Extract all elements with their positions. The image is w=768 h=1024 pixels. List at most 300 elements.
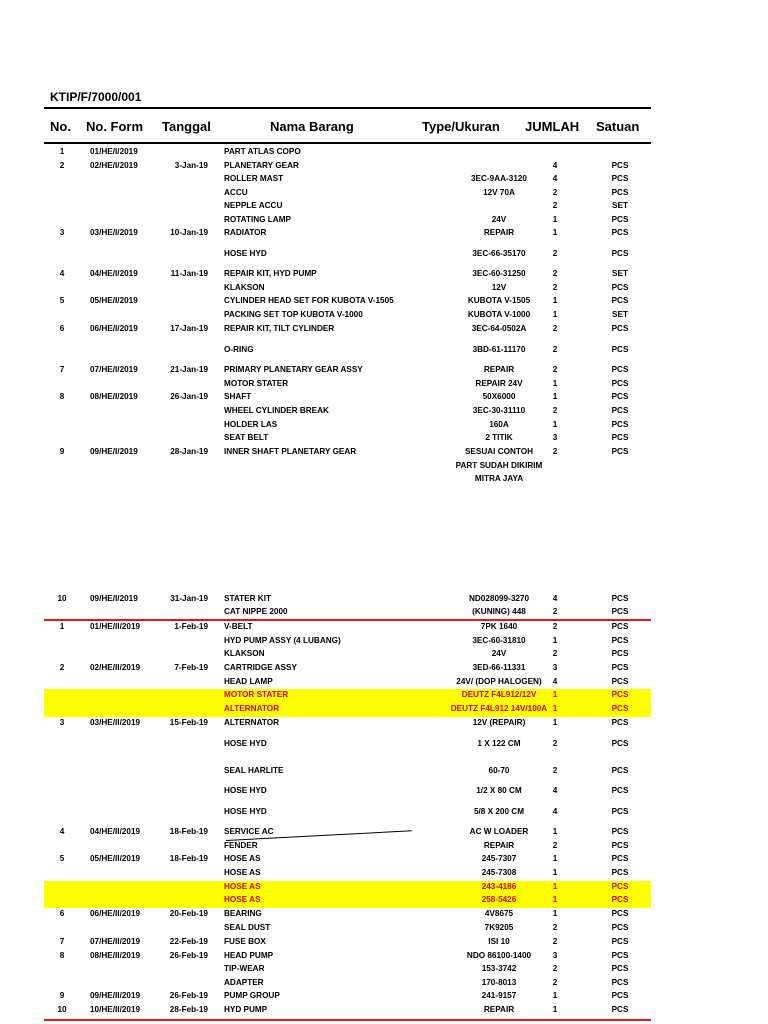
cell-unit: PCS xyxy=(611,447,629,456)
cell-type: 1 X 122 CM xyxy=(477,739,521,748)
cell-name: STATER KIT xyxy=(224,594,271,603)
cell-qty: 1 xyxy=(552,214,558,224)
cell-name: HOSE AS xyxy=(224,895,261,904)
cell-no: 6 xyxy=(59,909,65,918)
header-unit: Satuan xyxy=(596,119,640,134)
cell-qty: 2 xyxy=(552,269,558,278)
month-divider-jan-feb xyxy=(44,619,651,621)
table-row xyxy=(44,806,651,820)
cell-name: SEAT BELT xyxy=(224,433,269,442)
cell-name: HOLDER LAS xyxy=(224,420,278,429)
cell-name: ROLLER MAST xyxy=(224,174,284,183)
cell-unit: PCS xyxy=(611,841,629,850)
cell-no: 1 xyxy=(59,147,65,156)
cell-qty: 1 xyxy=(552,310,558,319)
cell-unit: PCS xyxy=(611,214,629,224)
cell-date: 21-Jan-19 xyxy=(170,365,208,374)
cell-name: MOTOR STATER xyxy=(224,690,289,699)
cell-name: HOSE AS xyxy=(224,882,261,891)
cell-name: PLANETARY GEAR xyxy=(224,160,299,170)
cell-date: 7-Feb-19 xyxy=(174,663,208,672)
cell-type: 245-7307 xyxy=(481,854,517,863)
cell-no: 3 xyxy=(59,718,65,727)
cell-form: 02/HE/I/2019 xyxy=(90,160,138,170)
cell-qty: 2 xyxy=(552,937,558,946)
document-code: KTIP/F/7000/001 xyxy=(50,90,142,104)
cell-name: V-BELT xyxy=(224,622,253,631)
table-row xyxy=(44,593,651,607)
cell-unit: PCS xyxy=(611,991,629,1000)
cell-date: 1-Feb-19 xyxy=(174,622,208,631)
cell-name: FUSE BOX xyxy=(224,937,266,946)
cell-date: 28-Jan-19 xyxy=(170,447,208,456)
cell-type: 241-9157 xyxy=(481,991,517,1000)
cell-form: 05/HE/I/2019 xyxy=(90,296,138,305)
table-row xyxy=(44,364,651,378)
cell-type: DEUTZ F4L912/12V xyxy=(461,690,537,699)
table-row xyxy=(44,419,651,433)
cell-name: CARTRIDGE ASSY xyxy=(224,663,297,672)
cell-name: HOSE AS xyxy=(224,868,261,877)
cell-qty: 2 xyxy=(552,406,558,415)
cell-no: 8 xyxy=(59,392,65,401)
cell-qty: 2 xyxy=(552,766,558,775)
cell-date: 22-Feb-19 xyxy=(169,937,208,946)
cell-no: 9 xyxy=(59,991,65,1000)
cell-form: 04/HE/I/2019 xyxy=(90,269,138,278)
cell-unit: PCS xyxy=(611,228,629,237)
cell-unit: PCS xyxy=(611,649,629,658)
cell-unit: PCS xyxy=(611,1005,629,1014)
cell-form: 09/HE/I/2019 xyxy=(90,594,138,603)
cell-no: 7 xyxy=(59,937,65,946)
table-row xyxy=(44,460,651,474)
cell-type: 3EC-9AA-3120 xyxy=(471,174,527,183)
cell-qty: 1 xyxy=(552,895,558,904)
cell-unit: PCS xyxy=(611,704,629,713)
table-row xyxy=(44,765,651,779)
cell-type: 5/8 X 200 CM xyxy=(473,807,525,816)
cell-qty: 4 xyxy=(552,160,558,170)
cell-no: 10 xyxy=(57,1005,67,1014)
table-row xyxy=(44,936,651,950)
cell-no: 3 xyxy=(59,228,65,237)
cell-date: 31-Jan-19 xyxy=(170,594,208,603)
cell-name: NEPPLE ACCU xyxy=(224,201,283,210)
cell-qty: 2 xyxy=(552,841,558,850)
table-row xyxy=(44,446,651,460)
cell-form: 09/HE/I/2019 xyxy=(90,447,138,456)
cell-type: (KUNING) 448 xyxy=(472,607,526,616)
cell-qty: 2 xyxy=(552,923,558,932)
table-row xyxy=(44,1004,651,1018)
table-row xyxy=(44,606,651,620)
cell-name: SEAL HARLITE xyxy=(224,766,284,775)
cell-form: 10/HE/II/2019 xyxy=(90,1005,141,1014)
table-row xyxy=(44,473,651,487)
cell-name: KLAKSON xyxy=(224,283,265,292)
cell-qty: 1 xyxy=(552,420,558,429)
cell-name: HOSE AS xyxy=(224,854,261,863)
cell-qty: 4 xyxy=(552,786,558,795)
cell-unit: PCS xyxy=(611,636,629,645)
cell-type: 24V xyxy=(491,214,507,224)
cell-name: BEARING xyxy=(224,909,262,918)
cell-form: 06/HE/I/2019 xyxy=(90,324,138,333)
cell-unit: PCS xyxy=(611,379,629,388)
cell-type: KUBOTA V-1505 xyxy=(467,296,531,305)
cell-type: REPAIR 24V xyxy=(475,379,523,388)
cell-date: 10-Jan-19 xyxy=(170,228,208,237)
table-row-highlighted xyxy=(44,881,651,895)
cell-form: 09/HE/II/2019 xyxy=(90,991,141,1000)
cell-date: 11-Jan-19 xyxy=(170,269,208,278)
table-row xyxy=(44,908,651,922)
cell-type: 3EC-66-35170 xyxy=(472,249,526,258)
table-row xyxy=(44,160,651,174)
cell-type: 1/2 X 80 CM xyxy=(476,786,522,795)
cell-unit: PCS xyxy=(611,607,629,616)
cell-unit: PCS xyxy=(611,868,629,877)
cell-name: HOSE HYD xyxy=(224,249,267,258)
cell-date: 18-Feb-19 xyxy=(169,854,208,863)
table-row xyxy=(44,738,651,752)
cell-date: 26-Feb-19 xyxy=(169,951,208,960)
cell-name: PART ATLAS COPO xyxy=(224,147,301,156)
table-row xyxy=(44,344,651,358)
cell-qty: 1 xyxy=(552,827,558,836)
cell-qty: 1 xyxy=(552,379,558,388)
cell-type: 3EC-30-31110 xyxy=(472,406,526,415)
cell-qty: 1 xyxy=(552,1005,558,1014)
cell-name: ALTERNATOR xyxy=(224,704,280,713)
table-row-highlighted xyxy=(44,703,651,717)
table-row xyxy=(44,214,651,228)
cell-qty: 1 xyxy=(552,909,558,918)
cell-name: HEAD PUMP xyxy=(224,951,274,960)
table-row xyxy=(44,922,651,936)
cell-qty: 2 xyxy=(552,622,558,631)
header-type: Type/Ukuran xyxy=(422,119,500,134)
cell-name: SEAL DUST xyxy=(224,923,271,932)
cell-name: FENDER xyxy=(224,841,258,850)
cell-name: ALTERNATOR xyxy=(224,718,280,727)
cell-form: 07/HE/II/2019 xyxy=(90,937,141,946)
cell-form: 01/HE/I/2019 xyxy=(90,147,138,156)
cell-name: HYD PUMP ASSY (4 LUBANG) xyxy=(224,636,341,645)
cell-qty: 1 xyxy=(552,854,558,863)
table-row-highlighted xyxy=(44,689,651,703)
cell-name: ROTATING LAMP xyxy=(224,214,292,224)
table-row xyxy=(44,378,651,392)
cell-date: 18-Feb-19 xyxy=(169,827,208,836)
cell-no: 5 xyxy=(59,854,65,863)
table-row xyxy=(44,391,651,405)
cell-type: 4V8675 xyxy=(484,909,514,918)
cell-unit: PCS xyxy=(611,283,629,292)
cell-name: HEAD LAMP xyxy=(224,677,273,686)
table-row xyxy=(44,648,651,662)
cell-type: 7K9205 xyxy=(484,923,514,932)
cell-qty: 4 xyxy=(552,677,558,686)
cell-name: SERVICE AC xyxy=(224,827,274,836)
cell-no: 4 xyxy=(59,269,65,278)
cell-name: ADAPTER xyxy=(224,978,264,987)
cell-no: 9 xyxy=(59,447,65,456)
cell-qty: 2 xyxy=(552,249,558,258)
table-row xyxy=(44,309,651,323)
cell-type: 170-8013 xyxy=(481,978,517,987)
cell-qty: 2 xyxy=(552,345,558,354)
cell-name: WHEEL CYLINDER BREAK xyxy=(224,406,329,415)
table-row xyxy=(44,282,651,296)
cell-name: HOSE HYD xyxy=(224,739,267,748)
table-row xyxy=(44,187,651,201)
header-form: No. Form xyxy=(86,119,144,134)
header-name: Nama Barang xyxy=(270,119,354,134)
cell-unit: PCS xyxy=(611,663,629,672)
cell-qty: 1 xyxy=(552,868,558,877)
cell-name: HOSE HYD xyxy=(224,807,267,816)
cell-form: 06/HE/II/2019 xyxy=(90,909,141,918)
cell-name: PUMP GROUP xyxy=(224,991,280,1000)
cell-date: 26-Jan-19 xyxy=(170,392,208,401)
table-row xyxy=(44,173,651,187)
cell-qty: 1 xyxy=(552,882,558,891)
cell-name: HYD PUMP xyxy=(224,1005,268,1014)
table-row xyxy=(44,950,651,964)
cell-type: 12V xyxy=(491,283,507,292)
cell-form: 07/HE/I/2019 xyxy=(90,365,138,374)
month-divider-feb-mar xyxy=(44,1019,651,1021)
cell-name: KLAKSON xyxy=(224,649,265,658)
table-row xyxy=(44,717,651,731)
cell-qty: 3 xyxy=(552,433,558,442)
table-row xyxy=(44,662,651,676)
cell-qty: 2 xyxy=(552,365,558,374)
cell-no: 4 xyxy=(59,827,65,836)
cell-form: 01/HE/II/2019 xyxy=(90,622,141,631)
cell-qty: 1 xyxy=(552,636,558,645)
table-row xyxy=(44,621,651,635)
cell-type: REPAIR xyxy=(483,365,515,374)
table-row xyxy=(44,990,651,1004)
cell-unit: PCS xyxy=(611,345,629,354)
cell-qty: 2 xyxy=(552,283,558,292)
table-row xyxy=(44,432,651,446)
cell-unit: PCS xyxy=(611,786,629,795)
cell-no: 8 xyxy=(59,951,65,960)
table-row xyxy=(44,248,651,262)
table-row xyxy=(44,785,651,799)
table-row xyxy=(44,635,651,649)
cell-name: HOSE HYD xyxy=(224,786,267,795)
cell-type: AC W LOADER xyxy=(469,827,529,836)
table-row xyxy=(44,146,651,160)
cell-name: REPAIR KIT, TILT CYLINDER xyxy=(224,324,335,333)
cell-type: 2 TITIK xyxy=(485,433,513,442)
cell-unit: PCS xyxy=(611,882,629,891)
table-row xyxy=(44,295,651,309)
cell-qty: 1 xyxy=(552,991,558,1000)
cell-type: 3EC-60-31810 xyxy=(472,636,526,645)
cell-name: PRIMARY PLANETARY GEAR ASSY xyxy=(224,365,363,374)
cell-type: ISI 10 xyxy=(488,937,510,946)
table-row xyxy=(44,853,651,867)
header-date: Tanggal xyxy=(162,119,211,134)
cell-type: 3EC-60-31250 xyxy=(472,269,526,278)
cell-type: 3EC-64-0502A xyxy=(471,324,527,333)
cell-type: 7PK 1640 xyxy=(480,622,518,631)
cell-form: 05/HE/II/2019 xyxy=(90,854,141,863)
cell-type: 24V/ (DOP HALOGEN) xyxy=(456,677,542,686)
cell-qty: 2 xyxy=(552,649,558,658)
cell-type: KUBOTA V-1000 xyxy=(467,310,531,319)
cell-qty: 1 xyxy=(552,704,558,713)
cell-unit: PCS xyxy=(611,718,629,727)
cell-type: 60-70 xyxy=(488,766,510,775)
table-row xyxy=(44,963,651,977)
cell-type: 245-7308 xyxy=(481,868,517,877)
cell-no: 1 xyxy=(59,622,65,631)
cell-date: 15-Feb-19 xyxy=(169,718,208,727)
cell-no: 6 xyxy=(59,324,65,333)
cell-type: 3ED-66-11331 xyxy=(472,663,526,672)
cell-unit: PCS xyxy=(611,406,629,415)
cell-form: 02/HE/II/2019 xyxy=(90,663,141,672)
cell-type: 160A xyxy=(489,420,509,429)
table-row xyxy=(44,323,651,337)
cell-unit: PCS xyxy=(611,827,629,836)
cell-unit: PCS xyxy=(611,160,629,170)
cell-type: MITRA JAYA xyxy=(474,474,524,483)
cell-date: 17-Jan-19 xyxy=(170,324,208,333)
cell-no: 5 xyxy=(59,296,65,305)
cell-qty: 2 xyxy=(552,187,558,197)
cell-qty: 2 xyxy=(552,447,558,456)
table-row xyxy=(44,867,651,881)
cell-type: REPAIR xyxy=(483,841,515,850)
cell-type: REPAIR xyxy=(483,228,515,237)
cell-qty: 2 xyxy=(552,739,558,748)
cell-qty: 2 xyxy=(552,607,558,616)
cell-qty: 2 xyxy=(552,964,558,973)
cell-qty: 4 xyxy=(552,174,558,183)
cell-unit: PCS xyxy=(611,296,629,305)
cell-unit: PCS xyxy=(611,766,629,775)
cell-form: 03/HE/I/2019 xyxy=(90,228,138,237)
cell-unit: PCS xyxy=(611,420,629,429)
cell-qty: 2 xyxy=(552,978,558,987)
cell-type: SESUAI CONTOH xyxy=(464,447,534,456)
cell-no: 2 xyxy=(59,160,65,170)
cell-qty: 4 xyxy=(552,594,558,603)
cell-date: 28-Feb-19 xyxy=(169,1005,208,1014)
cell-no: 2 xyxy=(59,663,65,672)
cell-unit: PCS xyxy=(611,937,629,946)
cell-unit: PCS xyxy=(611,187,629,197)
cell-no: 7 xyxy=(59,365,65,374)
cell-type: 24V xyxy=(491,649,507,658)
cell-name: INNER SHAFT PLANETARY GEAR xyxy=(224,447,357,456)
cell-unit: PCS xyxy=(611,895,629,904)
table-row xyxy=(44,977,651,991)
cell-name: TIP-WEAR xyxy=(224,964,265,973)
cell-name: MOTOR STATER xyxy=(224,379,289,388)
cell-type: 12V 70A xyxy=(483,187,515,197)
cell-unit: PCS xyxy=(611,964,629,973)
cell-unit: PCS xyxy=(611,392,629,401)
cell-qty: 2 xyxy=(552,201,558,210)
cell-date: 3-Jan-19 xyxy=(174,160,208,170)
cell-unit: PCS xyxy=(611,249,629,258)
cell-unit: PCS xyxy=(611,174,629,183)
cell-unit: SET xyxy=(612,310,628,319)
cell-date: 20-Feb-19 xyxy=(169,909,208,918)
cell-type: PART SUDAH DIKIRIM xyxy=(455,461,543,470)
cell-qty: 2 xyxy=(552,324,558,333)
cell-unit: PCS xyxy=(611,909,629,918)
table-row xyxy=(44,200,651,214)
cell-name: CAT NIPPE 2000 xyxy=(224,607,288,616)
cell-name: ACCU xyxy=(224,187,248,197)
header-qty: JUMLAH xyxy=(525,119,580,134)
cell-unit: PCS xyxy=(611,594,629,603)
cell-unit: PCS xyxy=(611,433,629,442)
cell-type: 50X6000 xyxy=(482,392,516,401)
cell-name: CYLINDER HEAD SET FOR KUBOTA V-1505 xyxy=(224,296,394,305)
header-no: No. xyxy=(50,119,71,134)
cell-name: SHAFT xyxy=(224,392,252,401)
cell-type: DEUTZ F4L912 14V/100A xyxy=(450,704,548,713)
table-row xyxy=(44,676,651,690)
cell-unit: PCS xyxy=(611,677,629,686)
cell-form: 03/HE/II/2019 xyxy=(90,718,141,727)
cell-qty: 3 xyxy=(552,663,558,672)
cell-unit: SET xyxy=(612,201,628,210)
cell-unit: PCS xyxy=(611,690,629,699)
cell-qty: 3 xyxy=(552,951,558,960)
cell-type: 153-3742 xyxy=(481,964,517,973)
cell-qty: 1 xyxy=(552,392,558,401)
cell-type: NDO 86100-1400 xyxy=(466,951,532,960)
table-row xyxy=(44,405,651,419)
cell-qty: 4 xyxy=(552,807,558,816)
cell-type: 243-4186 xyxy=(481,882,517,891)
cell-qty: 1 xyxy=(552,718,558,727)
table-row xyxy=(44,840,651,854)
cell-type: 12V (REPAIR) xyxy=(472,718,526,727)
cell-type: ND028099-3270 xyxy=(468,594,530,603)
cell-form: 08/HE/I/2019 xyxy=(90,392,138,401)
cell-type: REPAIR xyxy=(483,1005,515,1014)
table-row xyxy=(44,268,651,282)
cell-qty: 1 xyxy=(552,228,558,237)
cell-unit: PCS xyxy=(611,739,629,748)
cell-unit: SET xyxy=(612,269,628,278)
cell-type: 3BD-61-11170 xyxy=(472,345,526,354)
cell-unit: PCS xyxy=(611,365,629,374)
cell-unit: PCS xyxy=(611,807,629,816)
cell-name: REPAIR KIT, HYD PUMP xyxy=(224,269,317,278)
cell-unit: PCS xyxy=(611,622,629,631)
table-row xyxy=(44,227,651,241)
cell-qty: 1 xyxy=(552,296,558,305)
cell-unit: PCS xyxy=(611,951,629,960)
cell-date: 26-Feb-19 xyxy=(169,991,208,1000)
cell-qty: 1 xyxy=(552,690,558,699)
cell-unit: PCS xyxy=(611,923,629,932)
